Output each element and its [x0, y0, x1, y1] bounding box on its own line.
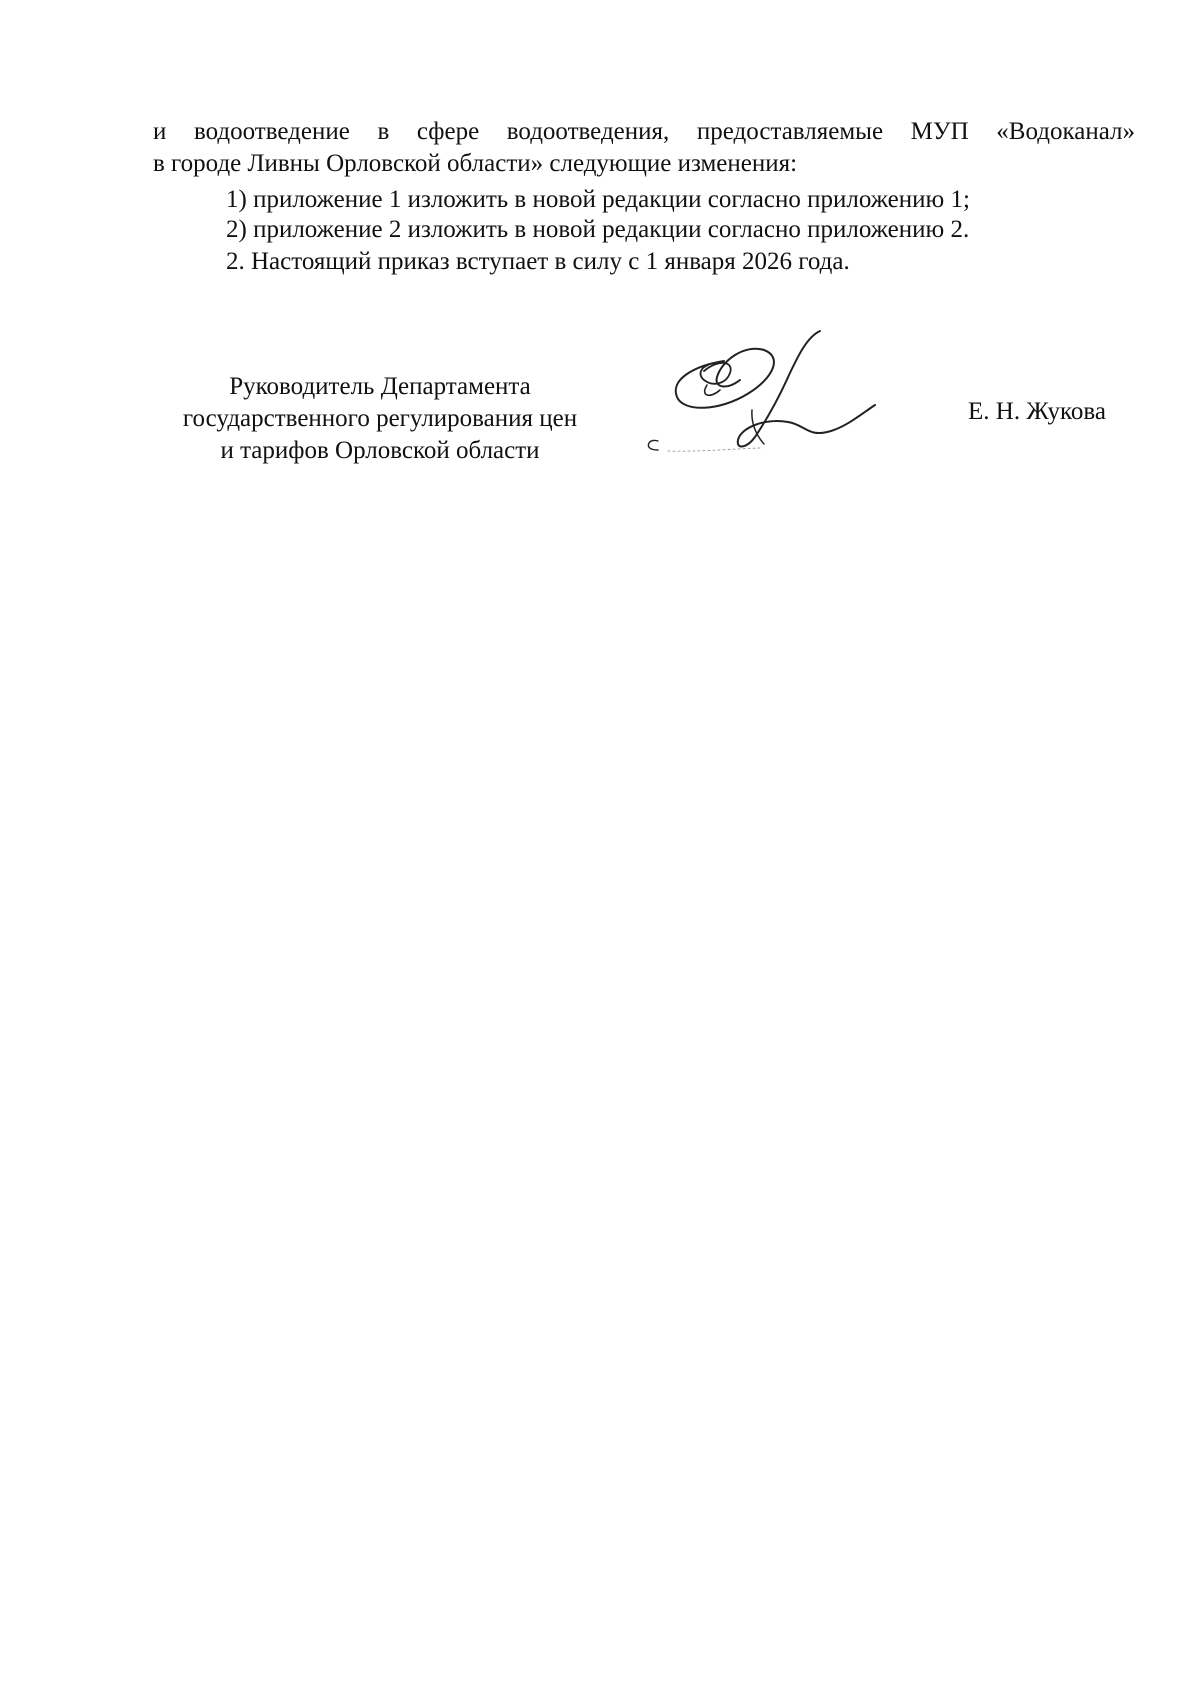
amendment-item-1: 1) приложение 1 изложить в новой редакции согласно приложению 1;: [226, 186, 970, 213]
signer-name: Е. Н. Жукова: [968, 398, 1106, 425]
signatory-position-line-2: государственного регулирования цен: [182, 405, 578, 432]
effective-date-clause: 2. Настоящий приказ вступает в силу с 1 января 2026 года.: [226, 248, 850, 275]
signatory-position: [155, 371, 605, 467]
handwritten-signature: [640, 324, 880, 474]
signatory-position-line-1: Руководитель Департамента: [229, 373, 531, 400]
body-text-line-1: и водоотведение в сфере водоотведения, предоставляемые МУП «Водоканал»: [153, 118, 1135, 145]
amendment-item-2: 2) приложение 2 изложить в новой редакции согласно приложению 2.: [226, 216, 970, 243]
signatory-position-line-3: и тарифов Орловской области: [220, 437, 540, 464]
body-text-line-2: в городе Ливны Орловской области» следующие изменения:: [153, 150, 798, 177]
